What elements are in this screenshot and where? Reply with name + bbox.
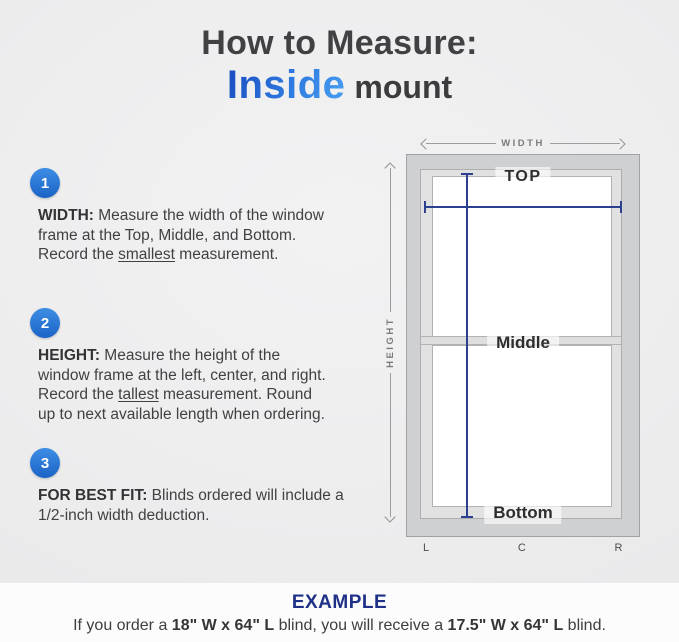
step-2-number-badge: 2: [30, 308, 60, 338]
step-2-underlined-word: tallest: [118, 386, 159, 403]
marker-top: TOP: [495, 167, 550, 187]
marker-middle: Middle: [487, 332, 559, 354]
step-1-body-end: measurement.: [175, 246, 279, 263]
example-text: blind.: [563, 617, 606, 634]
window-diagram: [406, 154, 640, 537]
window-top-pane: [432, 176, 612, 338]
step-2-lead: HEIGHT:: [38, 347, 100, 364]
height-measure-line: [466, 173, 468, 518]
axis-label-left: L: [423, 542, 430, 554]
example-section: [0, 583, 679, 642]
marker-bottom: Bottom: [484, 502, 561, 524]
page-subtitle: [0, 63, 679, 108]
example-sentence: [0, 617, 679, 635]
arrow-line: [390, 168, 391, 312]
step-2-body-end: measurement. Round up to next available length when ordering.: [38, 386, 325, 423]
step-3-body: Blinds ordered will include a 1/2-inch width deduction.: [38, 487, 344, 524]
width-measure-line: [424, 206, 622, 208]
measure-position-labels: [406, 542, 640, 554]
example-heading: EXAMPLE: [291, 592, 388, 613]
arrow-line: [550, 143, 620, 144]
step-1: [30, 168, 370, 265]
height-dimension-arrow: [383, 164, 397, 521]
step-3-text: [38, 486, 354, 525]
step-2: [30, 308, 370, 424]
window-bottom-pane: [432, 345, 612, 507]
arrow-line: [390, 373, 391, 517]
example-ordered-size: 18" W x 64" L: [171, 617, 275, 634]
example-text: If you order a: [73, 617, 172, 634]
width-dimension-arrow: [422, 137, 624, 150]
step-1-body: Measure the width of the window frame at the Top, Middle, and Bottom. Record the: [38, 207, 324, 263]
step-2-text: [38, 346, 328, 424]
subtitle-highlight: Inside: [226, 63, 346, 108]
step-1-underlined-word: smallest: [118, 246, 175, 263]
arrow-chevron-left-icon: [420, 138, 431, 149]
arrow-chevron-up-icon: [384, 162, 395, 173]
subtitle-suffix: mount: [354, 69, 453, 106]
step-3-lead: FOR BEST FIT:: [38, 487, 148, 504]
axis-label-right: R: [614, 542, 623, 554]
step-3: [30, 448, 370, 525]
width-dimension-label: WIDTH: [501, 138, 545, 149]
axis-label-center: C: [517, 542, 527, 554]
step-3-number-badge: 3: [30, 448, 60, 478]
arrow-chevron-down-icon: [384, 511, 395, 522]
step-1-text: [38, 206, 328, 265]
page-title: How to Measure:: [201, 24, 478, 62]
example-text: blind, you will receive a: [274, 617, 448, 634]
example-received-size: 17.5" W x 64" L: [447, 617, 564, 634]
step-2-body: Measure the height of the window frame at the left, center, and right. Record the: [38, 347, 326, 403]
height-dimension-label: HEIGHT: [384, 317, 396, 368]
step-1-lead: WIDTH:: [38, 207, 94, 224]
step-1-number-badge: 1: [30, 168, 60, 198]
arrow-line: [426, 143, 496, 144]
header: [0, 24, 679, 108]
arrow-chevron-right-icon: [614, 138, 625, 149]
